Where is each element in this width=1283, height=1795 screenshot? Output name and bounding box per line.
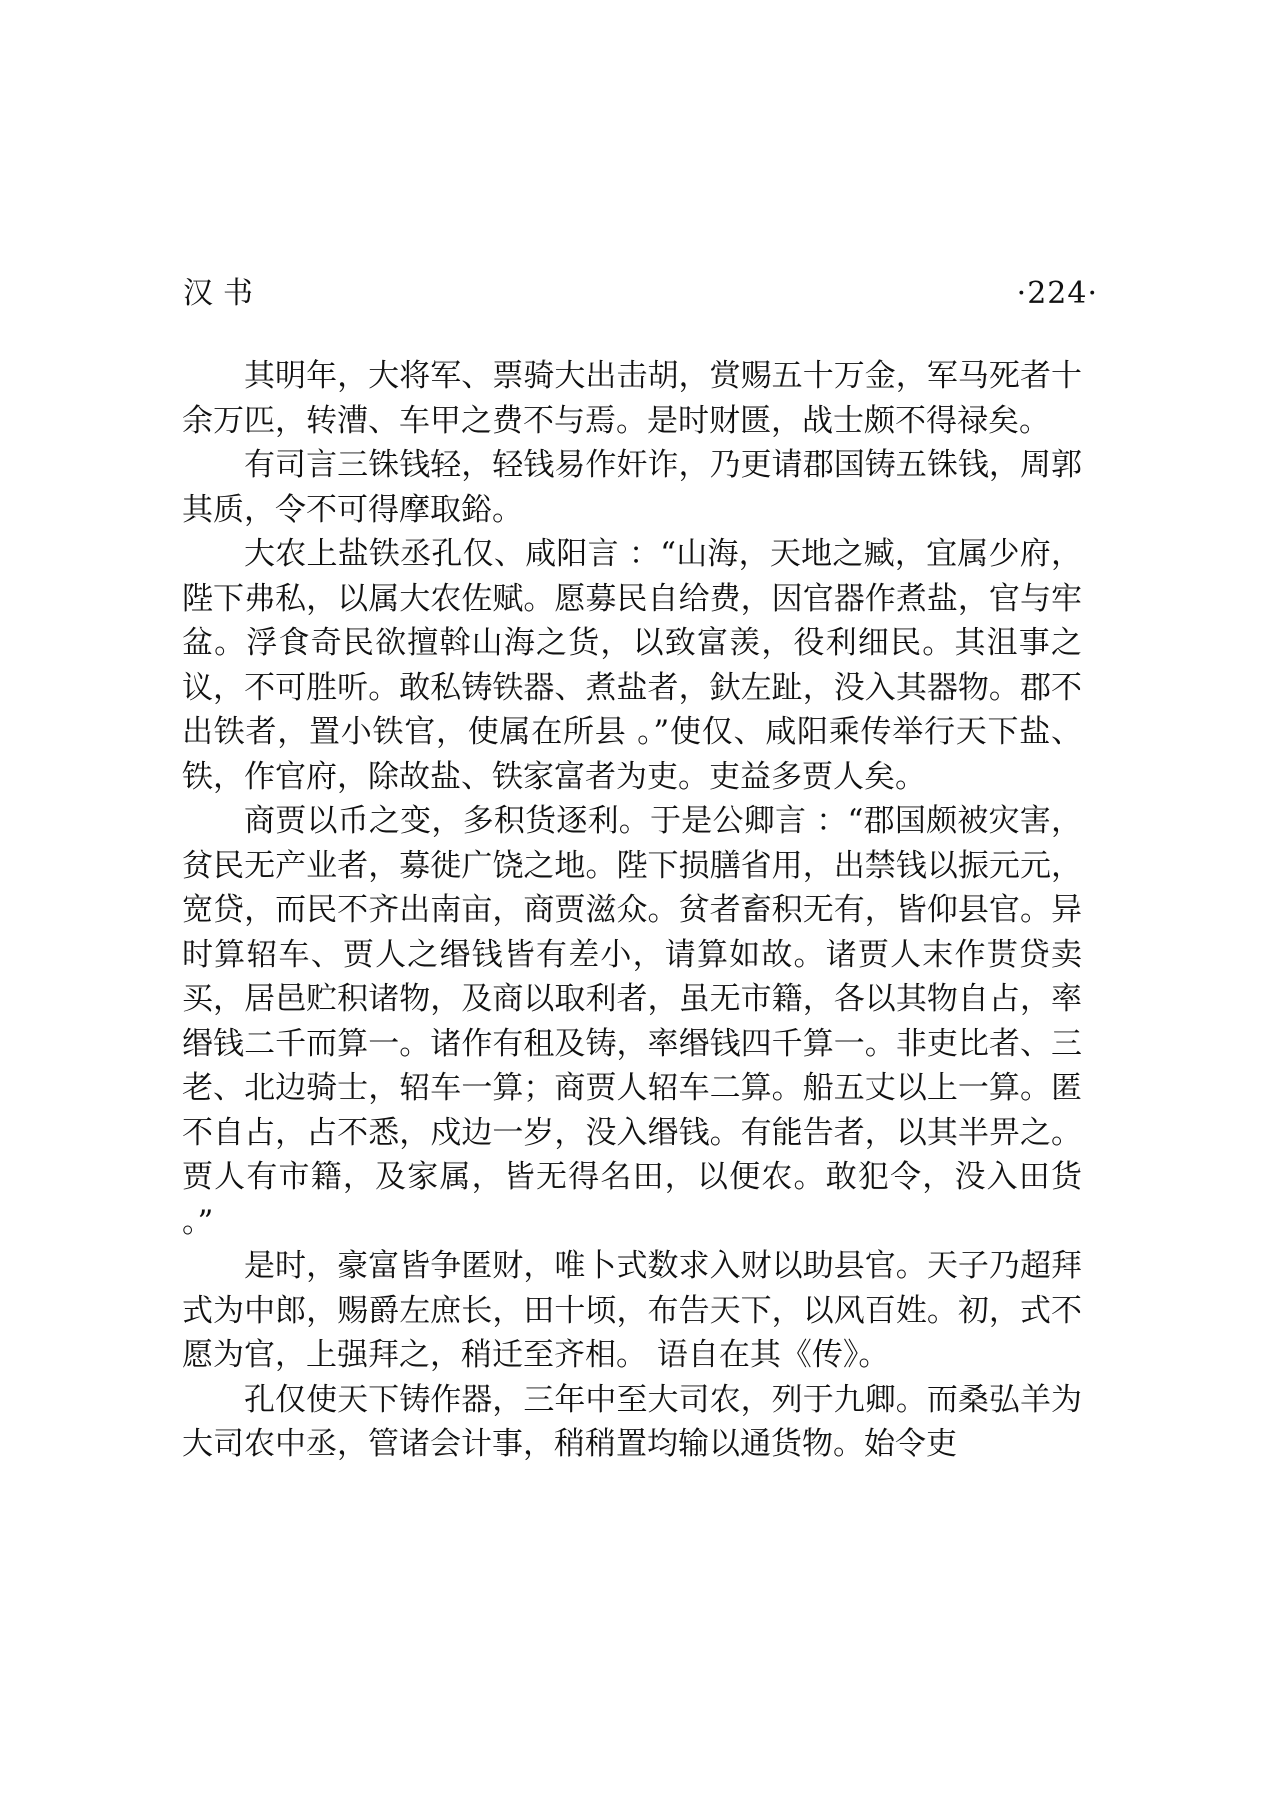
paragraph: 是时，豪富皆争匿财，唯卜式数求入财以助县官。天子乃超拜式为中郎，赐爵左庶长，田十顷，布告天下，以风百姓。初，式不愿为官，上强拜之，稍迁至齐相。 语自在其《传》。 (182, 1248, 1082, 1373)
paragraph: 商贾以币之变，多积货逐利。于是公卿言 ：“郡国颇被灾害，贫民无产业者，募徙广饶之地。陛下损膳省用，出禁钱以振元元，宽贷，而民不齐出南亩，商贾滋众。贫者畜积无有，皆仰县官。异时算轺车、贾人之缗钱皆有差小，请算如故。诸贾人末作贳贷卖买，居邑贮积诸物，及商以取利者，虽无市籍，各以其物自占，率缗钱二千而算一。诸作有租及铸，率缗钱四千算一。非吏比者、三老、北边骑士，轺车一算；商贾人轺车二算。船五丈以上一算。匿不自占，占不悉，戍边一岁，没入缗钱。有能告者，以其半畀之。贾人有市籍，及家属，皆无得名田，以便农。敢犯令，没入田货 。” (182, 803, 1082, 1240)
paragraph: 孔仅使天下铸作器，三年中至大司农，列于九卿。而桑弘羊为大司农中丞，管诸会计事，稍稍置均输以通货物。始令吏 (182, 1381, 1082, 1462)
paragraph: 其明年，大将军、票骑大出击胡，赏赐五十万金，军马死者十余万匹，转漕、车甲之费不与焉。是时财匮，战士颇不得禄矣。 (182, 358, 1082, 439)
paragraph: 有司言三铢钱轻，轻钱易作奸诈，乃更请郡国铸五铢钱，周郭其质，令不可得摩取鋊。 (182, 447, 1082, 528)
page-header (183, 272, 1098, 316)
page-number: ·224· (1016, 276, 1098, 311)
paragraph: 大农上盐铁丞孔仅、咸阳言 ：“山海，天地之臧，宜属少府，陛下弗私，以属大农佐赋。愿募民自给费，因官器作煮盐，官与牢盆。浮食奇民欲擅斡山海之货，以致富羡，役利细民。其沮事之议，不可胜听。敢私铸铁器、煮盐者，釱左趾，没入其器物。郡不出铁者，置小铁官，使属在所县 。”使仅、咸阳乘传举行天下盐、铁，作官府，除故盐、铁家富者为吏。吏益多贾人矣。 (182, 536, 1082, 795)
book-title: 汉书 (183, 276, 263, 311)
body-text (182, 354, 1082, 1467)
